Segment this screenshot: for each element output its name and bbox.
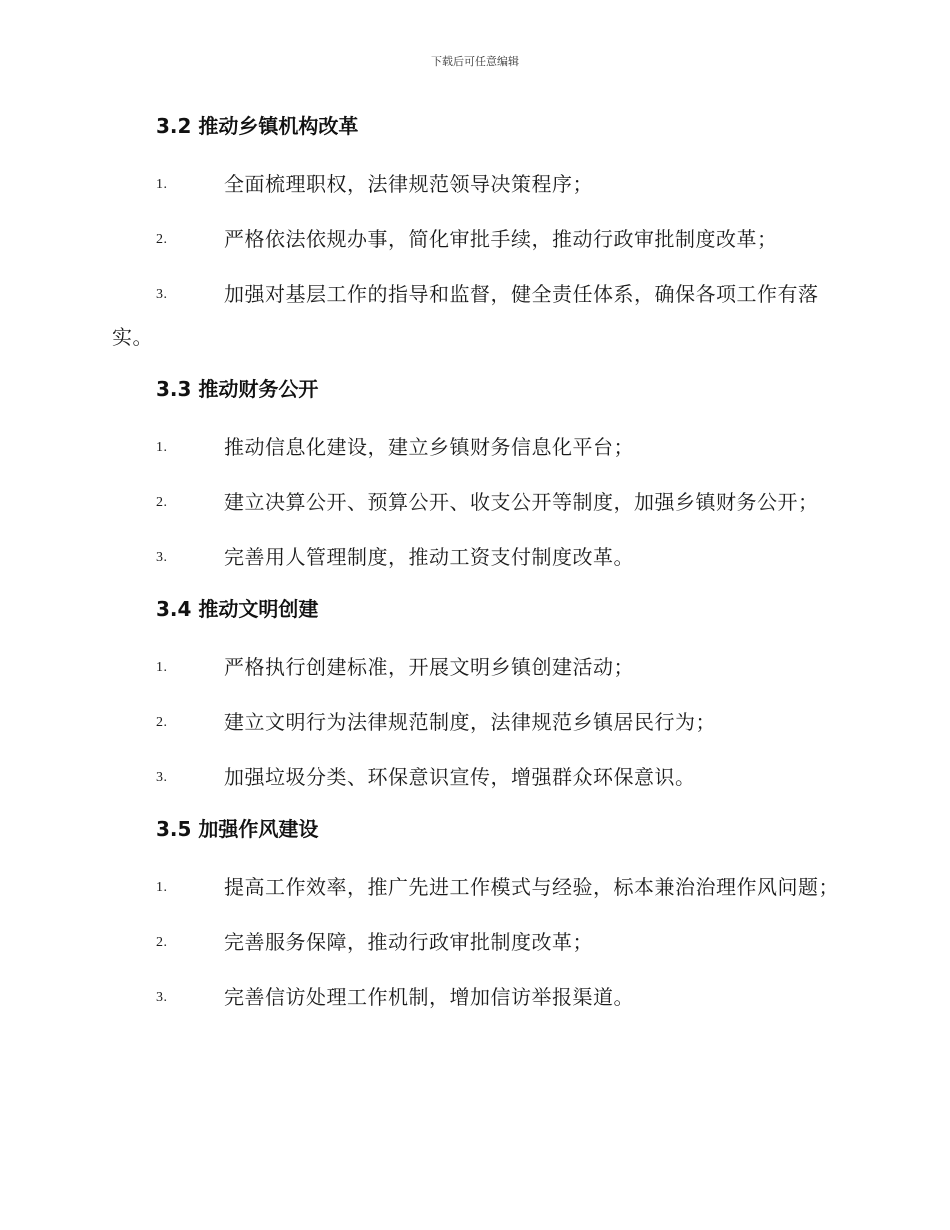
list-item (112, 536, 842, 579)
section-3-3 (112, 371, 842, 579)
list-item (112, 163, 842, 206)
item-text: 加强垃圾分类、环保意识宣传，增强群众环保意识。 (224, 765, 696, 789)
item-text: 建立决算公开、预算公开、收支公开等制度，加强乡镇财务公开； (224, 490, 819, 514)
document-body (112, 108, 842, 1031)
item-text: 全面梳理职权，法律规范领导决策程序； (224, 172, 593, 196)
item-number: 2. (156, 232, 168, 247)
list-item (112, 481, 842, 524)
item-text: 提高工作效率，推广先进工作模式与经验，标本兼治治理作风问题； (224, 875, 839, 899)
item-text: 加强对基层工作的指导和监督，健全责任体系，确保各项工作有落实。 (112, 282, 819, 349)
item-number: 1. (156, 177, 168, 192)
item-text: 严格执行创建标准，开展文明乡镇创建活动； (224, 655, 634, 679)
item-text: 完善服务保障，推动行政审批制度改革； (224, 930, 593, 954)
item-text: 完善用人管理制度，推动工资支付制度改革。 (224, 545, 634, 569)
item-number: 2. (156, 495, 168, 510)
list-item (112, 218, 842, 261)
section-3-2 (112, 108, 842, 359)
section-3-5 (112, 811, 842, 1019)
item-number: 3. (156, 990, 168, 1005)
item-number: 2. (156, 715, 168, 730)
list-item (112, 921, 842, 964)
section-title: 3.5 加强作风建设 (156, 817, 319, 841)
list-item (112, 273, 842, 359)
section-title: 3.4 推动文明创建 (156, 597, 319, 621)
item-number: 1. (156, 660, 168, 675)
list-item (112, 426, 842, 469)
item-number: 3. (156, 550, 168, 565)
item-number: 1. (156, 880, 168, 895)
item-number: 2. (156, 935, 168, 950)
item-number: 1. (156, 440, 168, 455)
list-item (112, 976, 842, 1019)
item-text: 建立文明行为法律规范制度，法律规范乡镇居民行为； (224, 710, 716, 734)
item-text: 完善信访处理工作机制，增加信访举报渠道。 (224, 985, 634, 1009)
page-header-note: 下载后可任意编辑 (431, 55, 519, 68)
list-item (112, 646, 842, 689)
item-text: 推动信息化建设，建立乡镇财务信息化平台； (224, 435, 634, 459)
section-3-4 (112, 591, 842, 799)
item-text: 严格依法依规办事，简化审批手续，推动行政审批制度改革； (224, 227, 778, 251)
section-title: 3.2 推动乡镇机构改革 (156, 114, 359, 138)
list-item (112, 756, 842, 799)
list-item (112, 866, 842, 909)
section-title: 3.3 推动财务公开 (156, 377, 319, 401)
item-number: 3. (156, 287, 168, 302)
list-item (112, 701, 842, 744)
item-number: 3. (156, 770, 168, 785)
